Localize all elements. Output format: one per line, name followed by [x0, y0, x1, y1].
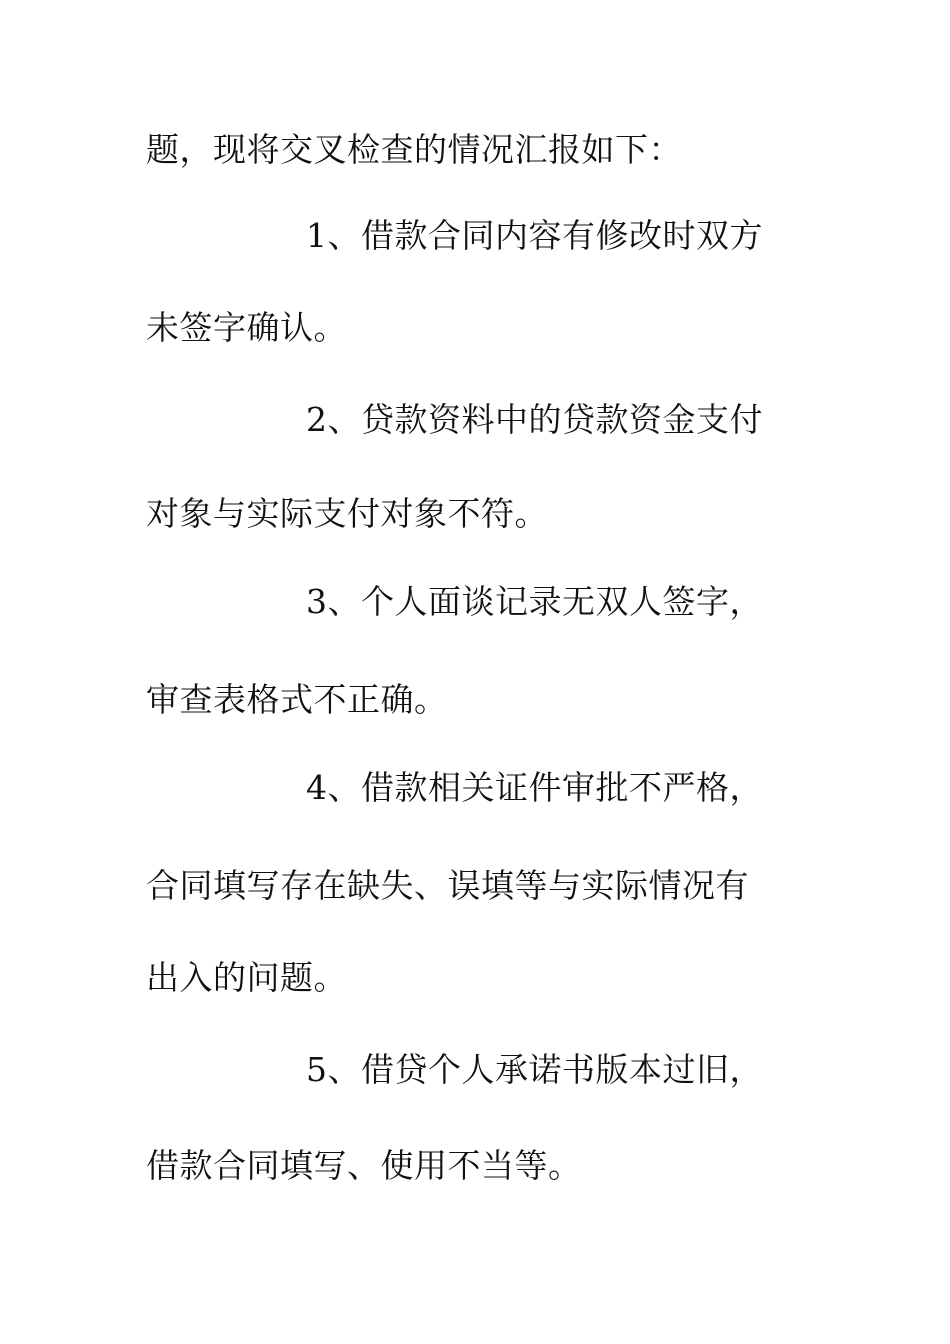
- list-item-4-line-1: 4、借款相关证件审批不严格，: [306, 768, 763, 807]
- list-item-2-line-1: 2、贷款资料中的贷款资金支付: [306, 400, 763, 439]
- list-item-4-line-3: 出入的问题。: [146, 958, 347, 997]
- list-item-1-line-1: 1、借款合同内容有修改时双方: [306, 216, 763, 255]
- list-item-3-line-2: 审查表格式不正确。: [146, 680, 448, 719]
- list-item-3-line-1: 3、个人面谈记录无双人签字，: [306, 582, 763, 621]
- list-item-2-line-2: 对象与实际支付对象不符。: [146, 494, 548, 533]
- paragraph-line-intro: 题，现将交叉检查的情况汇报如下：: [146, 130, 682, 169]
- list-item-1-line-2: 未签字确认。: [146, 308, 347, 347]
- list-item-5-line-1: 5、借贷个人承诺书版本过旧，: [306, 1050, 763, 1089]
- list-item-4-line-2: 合同填写存在缺失、误填等与实际情况有: [146, 866, 749, 905]
- list-item-5-line-2: 借款合同填写、使用不当等。: [146, 1146, 582, 1185]
